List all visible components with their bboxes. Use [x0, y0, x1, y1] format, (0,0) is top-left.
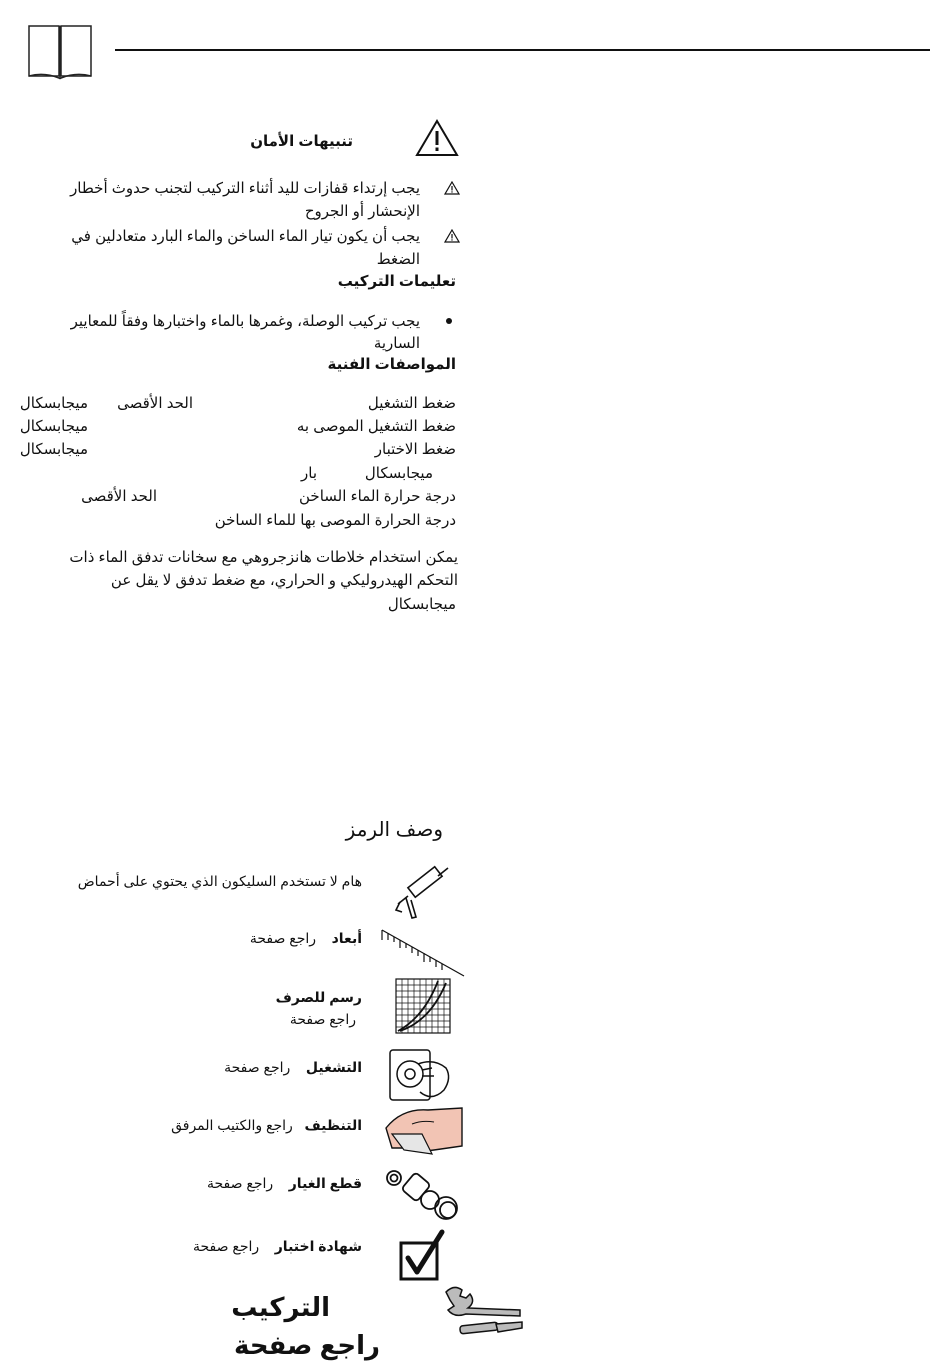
spec-operating-pressure-label: ضغط التشغيل [367, 395, 456, 412]
symbol-cleaning-bold: التنظيف [304, 1117, 362, 1133]
silicone-gun-icon [388, 862, 454, 924]
safety-item-2-line-1: يجب أن يكون تيار الماء الساخن والماء البارد متعادلين في [71, 228, 420, 245]
flow-diagram-icon [394, 977, 452, 1035]
warning-small-icon [444, 229, 460, 243]
symbol-spare-parts-bold: قطع الغيار [288, 1175, 362, 1191]
installation-item-1-line-1: يجب تركيب الوصلة، وغمرها بالماء واختبارها وفقاً للمعايير [70, 313, 420, 330]
spec-hot-water-temp-label: درجة حرارة الماء الساخن [299, 488, 456, 505]
symbol-silicone-text: هام لا تستخدم السليكون الذي يحتوي على أحماض [77, 873, 362, 889]
spare-parts-icon [384, 1166, 466, 1222]
symbol-dimensions-label [250, 927, 362, 949]
installation-item-1-line-2: السارية [373, 335, 420, 352]
safety-item-1-line-1: يجب إرتداء قفازات لليد أثناء التركيب لتجنب حدوث أخطار [70, 180, 420, 197]
symbol-test-label [193, 1235, 362, 1257]
spec-unit-bar: بار [301, 465, 317, 482]
safety-title: تنبيهات الأمان [250, 133, 353, 150]
specs-title: المواصفات الفنية [327, 356, 456, 373]
dimensions-ruler-icon [380, 926, 466, 978]
symbols-title: وصف الرمز [345, 819, 443, 841]
symbol-spare-parts-label [207, 1172, 362, 1194]
symbol-flow-text: راجع صفحة [289, 1011, 356, 1027]
operation-knob-icon [388, 1046, 454, 1104]
symbol-flow-bold: رسم للصرف [275, 989, 362, 1005]
symbol-cleaning-label [171, 1114, 362, 1136]
note-line-3: ميجابسكال [387, 596, 456, 613]
symbol-operation-bold: التشغيل [305, 1059, 362, 1075]
spec-test-pressure-unit: ميجابسكال [19, 441, 88, 458]
symbol-test-text: راجع صفحة [193, 1238, 260, 1254]
installation-title: التركيب [231, 1292, 330, 1322]
symbol-test-bold: شهادة اختبار [274, 1238, 362, 1254]
note-line-2: التحكم الهيدروليكي و الحراري، مع ضغط تدفق لا يقل عن [110, 572, 458, 589]
installation-page-ref: راجع صفحة [234, 1330, 380, 1360]
bullet [446, 318, 452, 324]
symbol-spare-parts-text: راجع صفحة [207, 1175, 274, 1191]
installation-instructions-title: تعليمات التركيب [337, 273, 456, 290]
spec-recommended-pressure-label: ضغط التشغيل الموصى به [296, 418, 456, 435]
warning-triangle-icon [414, 118, 460, 158]
spec-unit-mpa: ميجابسكال [364, 465, 433, 482]
symbol-operation-label [224, 1056, 362, 1078]
spec-operating-pressure-unit: ميجابسكال [19, 395, 88, 412]
wrench-screwdriver-icon [440, 1282, 526, 1340]
warning-small-icon [444, 181, 460, 195]
spec-test-pressure-label: ضغط الاختبار [374, 441, 456, 458]
spec-hot-water-temp-max: الحد الأقصى [81, 488, 157, 505]
cleaning-hand-icon [382, 1104, 464, 1156]
note-line-1: يمكن استخدام خلاطات هانزجروهي مع سخانات تدفق الماء ذات [69, 549, 458, 566]
symbol-operation-text: راجع صفحة [224, 1059, 291, 1075]
symbol-cleaning-text: راجع والكتيب المرفق [171, 1117, 293, 1133]
book-icon [26, 22, 96, 80]
test-certificate-icon [398, 1226, 448, 1284]
spec-recommended-pressure-unit: ميجابسكال [19, 418, 88, 435]
safety-item-1-line-2: الإنحشار أو الجروح [304, 203, 420, 220]
safety-item-2-line-2: الضغط [376, 251, 420, 268]
header-rule [115, 49, 930, 51]
symbol-dimensions-text: راجع صفحة [249, 930, 317, 946]
spec-recommended-temp-label: درجة الحرارة الموصى بها للماء الساخن [214, 512, 456, 529]
symbol-dimensions-bold: أبعاد [331, 930, 362, 946]
spec-operating-pressure-max: الحد الأقصى [117, 395, 193, 412]
